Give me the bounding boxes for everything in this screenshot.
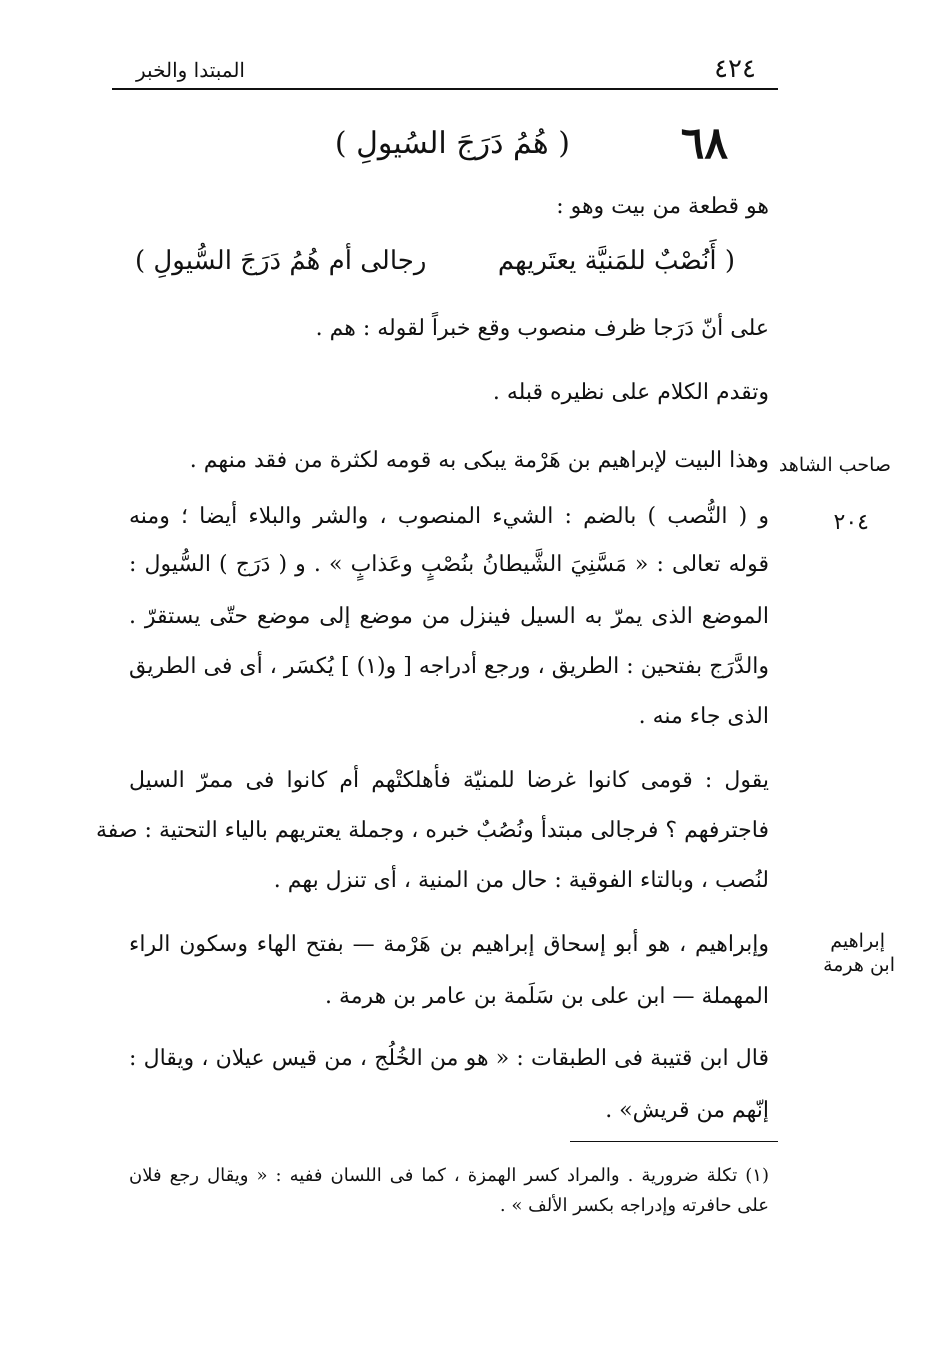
footnote-line: على حافرته وإدراجه بكسر الألف » .: [499, 1195, 769, 1216]
body-line: على أنّ دَرَجا ظرف منصوب وقع خبراً لقوله : هم .: [315, 316, 769, 341]
margin-name-line1: إبراهيم: [830, 930, 885, 952]
body-line: وتقدم الكلام على نظيره قبله .: [492, 380, 769, 405]
verse-first-hemistich: ( أَنُصْبٌ للمَنيَّة يعتَريهم: [497, 246, 735, 276]
verse: [135, 246, 735, 286]
body-line: الموضع الذى يمرّ به السيل فينزل من موضع إلى موضع حتّى يستقرّ .: [129, 604, 769, 629]
entry-heading: [300, 118, 740, 178]
body-line: الذى جاء منه .: [638, 704, 769, 729]
footnote-rule: [570, 1141, 778, 1142]
margin-witness-number: ٢٠٤: [833, 510, 869, 535]
running-title: المبتدا والخبر: [136, 58, 245, 82]
body-line: قوله تعالى : « مَسَّنِيَ الشَّيطانُ بنُصْبٍ وعَذابٍ » . و ( دَرَج ) السُّيول :: [129, 552, 769, 577]
body-line: لنُصب ، وبالتاء الفوقية : حال من المنية ، أى تنزل بهم .: [273, 868, 769, 893]
body-line: والدَّرَج بفتحين : الطريق ، ورجع أدراجه [ و(١) ] يُكسَر ، أى فى الطريق: [129, 654, 770, 679]
body-line: وإبراهيم ، هو أبو إسحاق إبراهيم بن هَرْمة — بفتح الهاء وسكون الراء: [129, 932, 769, 957]
intro-line: هو قطعة من بيت وهو :: [556, 194, 769, 219]
body-line: قال ابن قتيبة فى الطبقات : « هو من الخُلُج ، من قيس عيلان ، ويقال :: [129, 1046, 769, 1071]
margin-name-line2: ابن هرمة: [823, 954, 895, 976]
body-line: يقول : قومى كانوا غرضا للمنيّة فأهلكتْهم أم كانوا فى ممرّ السيل: [129, 768, 769, 793]
page-header: [112, 52, 778, 90]
body-line: إنّهم من قريش» .: [605, 1098, 769, 1123]
footnote-line: (١) تكلة ضرورية . والمراد كسر الهمزة ، كما فى اللسان ففيه : « ويقال رجع فلان: [129, 1165, 769, 1186]
body-line: فاجترفهم ؟ فرجالى مبتدأ ونُصُبٌ خبره ، وجملة يعتريهم بالياء التحتية : صفة: [95, 818, 769, 843]
margin-witness-label: صاحب الشاهد: [778, 454, 891, 476]
entry-number: ٦٨: [680, 118, 728, 169]
body-line: المهملة — ابن على بن سَلَمة بن عامر بن هرمة .: [324, 984, 769, 1009]
body-line: و ( النُّصب ) بالضم : الشيء المنصوب ، والشر والبلاء أيضا ؛ ومنه: [129, 504, 769, 529]
body-line: وهذا البيت لإبراهيم بن هَرْمة يبكى به قومه لكثرة من فقد منهم .: [189, 448, 769, 473]
verse-second-hemistich: رجالى أم هُمُ دَرَجَ السُّيولِ ): [135, 246, 427, 276]
page-number: ٤٢٤: [714, 54, 756, 84]
entry-title: ( هُمُ دَرَجَ السُيولِ ): [334, 126, 570, 161]
